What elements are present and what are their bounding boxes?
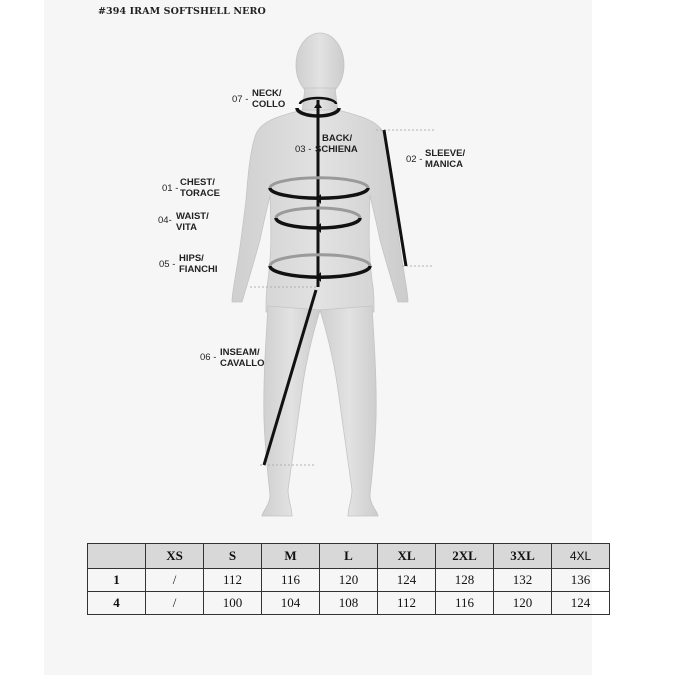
table-cell: 112: [378, 592, 436, 615]
table-cell: 112: [204, 569, 262, 592]
table-cell: 136: [552, 569, 610, 592]
table-cell: /: [146, 592, 204, 615]
hips-label: 05 - HIPS/ FIANCHI: [159, 253, 218, 275]
size-chart-table: [87, 543, 610, 615]
table-cell: 116: [436, 592, 494, 615]
header-size-xl: XL: [378, 544, 436, 569]
header-size-m: M: [262, 544, 320, 569]
table-cell: 100: [204, 592, 262, 615]
table-cell: 132: [494, 569, 552, 592]
header-size-3xl: 3XL: [494, 544, 552, 569]
product-title: #394 IRAM SOFTSHELL NERO: [98, 6, 266, 17]
table-cell: 120: [494, 592, 552, 615]
table-cell: 116: [262, 569, 320, 592]
header-size-4xl: 4XL: [552, 544, 610, 569]
table-row: [88, 569, 610, 592]
header-size-xs: XS: [146, 544, 204, 569]
table-cell: 108: [320, 592, 378, 615]
sleeve-label: 02 - SLEEVE/ MANICA: [406, 148, 466, 170]
table-row: [88, 592, 610, 615]
back-label: BACK/ 03 - SCHIENA: [295, 133, 358, 155]
header-size-2xl: 2XL: [436, 544, 494, 569]
table-cell: 124: [552, 592, 610, 615]
row-label: 4: [88, 592, 146, 615]
row-label: 1: [88, 569, 146, 592]
table-cell: /: [146, 569, 204, 592]
table-cell: 120: [320, 569, 378, 592]
table-corner-cell: [88, 544, 146, 569]
neck-label: 07 - NECK/ COLLO: [232, 88, 286, 110]
chest-label: 01 - CHEST/ TORACE: [162, 177, 220, 199]
waist-label: 04- WAIST/ VITA: [158, 211, 209, 233]
table-cell: 128: [436, 569, 494, 592]
header-size-l: L: [320, 544, 378, 569]
header-size-s: S: [204, 544, 262, 569]
inseam-label: 06 - INSEAM/ CAVALLO: [200, 347, 265, 369]
table-header-row: [88, 544, 610, 569]
table-cell: 104: [262, 592, 320, 615]
table-cell: 124: [378, 569, 436, 592]
